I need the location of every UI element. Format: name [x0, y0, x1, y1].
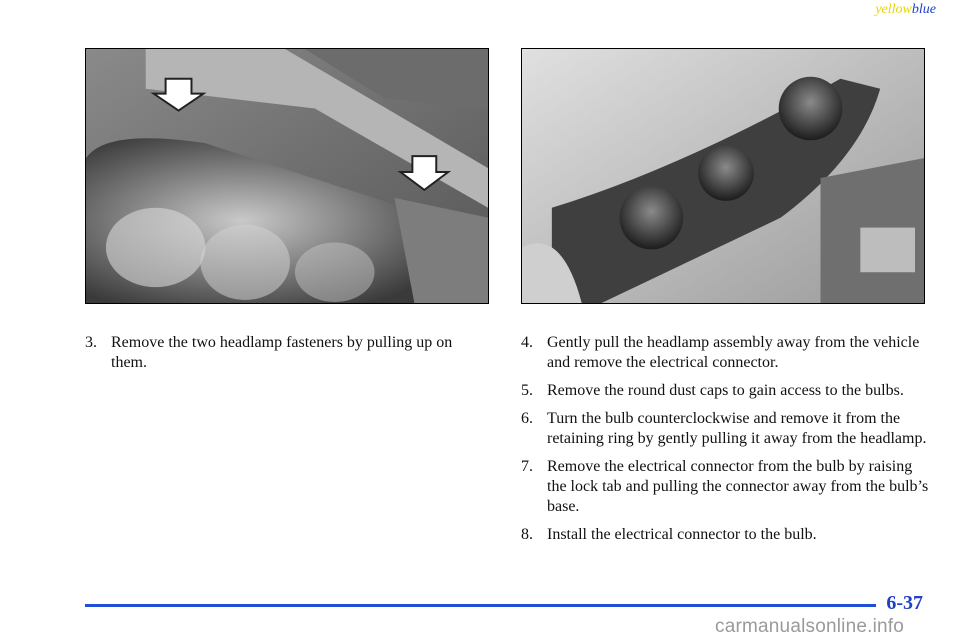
step-text: Gently pull the headlamp assembly away from the vehicle and remove the electrical connector. — [547, 334, 920, 371]
step-text: Remove the two headlamp fasteners by pulling up on them. — [111, 334, 453, 371]
headlamp-assembly-rear-photo — [521, 48, 925, 304]
step-item — [521, 457, 931, 517]
step-number: 4. — [521, 334, 533, 351]
blue-mark: blue — [911, 2, 936, 17]
step-number: 7. — [521, 458, 533, 475]
step-item — [521, 525, 931, 545]
headlamp-fasteners-photo — [85, 48, 489, 304]
step-item — [521, 333, 931, 373]
color-registration-mark — [875, 2, 936, 18]
step-item — [521, 381, 931, 401]
steps-right-column — [521, 333, 931, 553]
step-text: Turn the bulb counterclockwise and remove it from the retaining ring by gently pulling it away from the headlamp. — [547, 410, 927, 447]
step-number: 8. — [521, 526, 533, 543]
steps-left-column — [85, 333, 485, 381]
step-text: Remove the round dust caps to gain access to the bulbs. — [547, 382, 904, 399]
footer-watermark: carmanualsonline.info — [715, 616, 905, 637]
step-text: Remove the electrical connector from the bulb by raising the lock tab and pulling the connector away from the bulb’s base. — [547, 458, 929, 515]
step-text: Install the electrical connector to the bulb. — [547, 526, 817, 543]
page-number: 6-37 — [886, 592, 923, 614]
step-number: 5. — [521, 382, 533, 399]
step-number: 3. — [85, 334, 97, 351]
footer-rule — [85, 604, 876, 607]
yellow-mark: yellow — [875, 2, 912, 17]
step-item — [521, 409, 931, 449]
step-item — [85, 333, 485, 373]
step-number: 6. — [521, 410, 533, 427]
